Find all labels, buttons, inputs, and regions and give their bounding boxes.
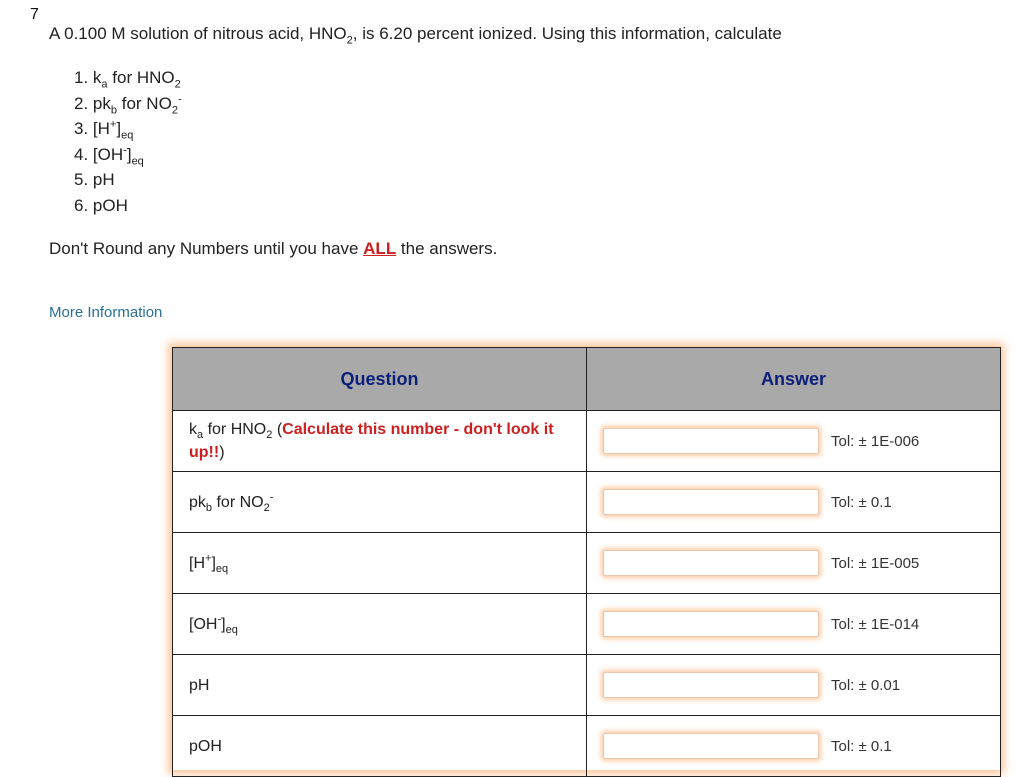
answer-column-header: Answer	[587, 348, 1001, 411]
tolerance-label: Tol: ± 1E-006	[831, 432, 920, 450]
question-cell: $[OH^-]_{eq}$	[173, 594, 587, 655]
answer-input-pkb[interactable]	[603, 489, 819, 515]
question-cell: $pk_b$ for $NO_2^-$	[173, 472, 587, 533]
question-cell: $[H^+]_{eq}$	[173, 533, 587, 594]
answer-input-poh[interactable]	[603, 733, 819, 759]
table-row	[173, 472, 1001, 533]
warning-text: Calculate this number - don't look it up!!	[189, 421, 554, 461]
step-item: 3. $[H^+]_{eq}$	[74, 118, 134, 142]
answer-cell	[587, 472, 1001, 533]
step-item: 5. pH	[74, 170, 115, 190]
tolerance-label: Tol: ± 1E-005	[831, 554, 920, 572]
tolerance-label: Tol: ± 1E-014	[831, 615, 920, 633]
answer-input-ph[interactable]	[603, 672, 819, 698]
tolerance-label: Tol: ± 0.1	[831, 493, 892, 511]
question-cell: pOH	[173, 716, 587, 777]
answer-table-container	[172, 347, 1000, 770]
steps-list	[74, 68, 182, 222]
rounding-note: Don't Round any Numbers until you have ALL the answers.	[49, 239, 498, 258]
table-row	[173, 411, 1001, 472]
table-row	[173, 533, 1001, 594]
more-information-link[interactable]: More Information	[49, 304, 163, 321]
tolerance-label: Tol: ± 0.01	[831, 676, 901, 694]
step-item: 1. $k_a$ for $HNO_2$	[74, 68, 181, 91]
table-row	[173, 594, 1001, 655]
table-row	[173, 716, 1001, 777]
all-emphasis: ALL	[363, 239, 397, 258]
answer-input-oh-conc[interactable]	[603, 611, 819, 637]
step-item: 6. pOH	[74, 195, 128, 215]
answer-cell	[587, 594, 1001, 655]
answer-cell	[587, 411, 1001, 472]
question-column-header: Question	[173, 348, 587, 411]
answer-cell	[587, 655, 1001, 716]
tolerance-label: Tol: ± 0.1	[831, 737, 892, 755]
question-cell: $k_a$ for $HNO_2$ (Calculate this number - don't look it up!!)	[173, 411, 587, 472]
answer-input-ka[interactable]	[603, 428, 819, 454]
question-prompt: A 0.100 M solution of nitrous acid, $HNO_2$, is 6.20 percent ionized. Using this information, calculate	[49, 24, 782, 47]
answer-cell	[587, 716, 1001, 777]
step-item: 2. $pk_b$ for $NO_2^-$	[74, 92, 182, 116]
answer-cell	[587, 533, 1001, 594]
answer-input-h-conc[interactable]	[603, 550, 819, 576]
question-number: 7	[30, 6, 39, 23]
answer-table	[172, 347, 1001, 777]
step-item: 4. $[OH^-]_{eq}$	[74, 144, 144, 168]
question-cell: pH	[173, 655, 587, 716]
table-header-row	[173, 348, 1001, 411]
table-row	[173, 655, 1001, 716]
